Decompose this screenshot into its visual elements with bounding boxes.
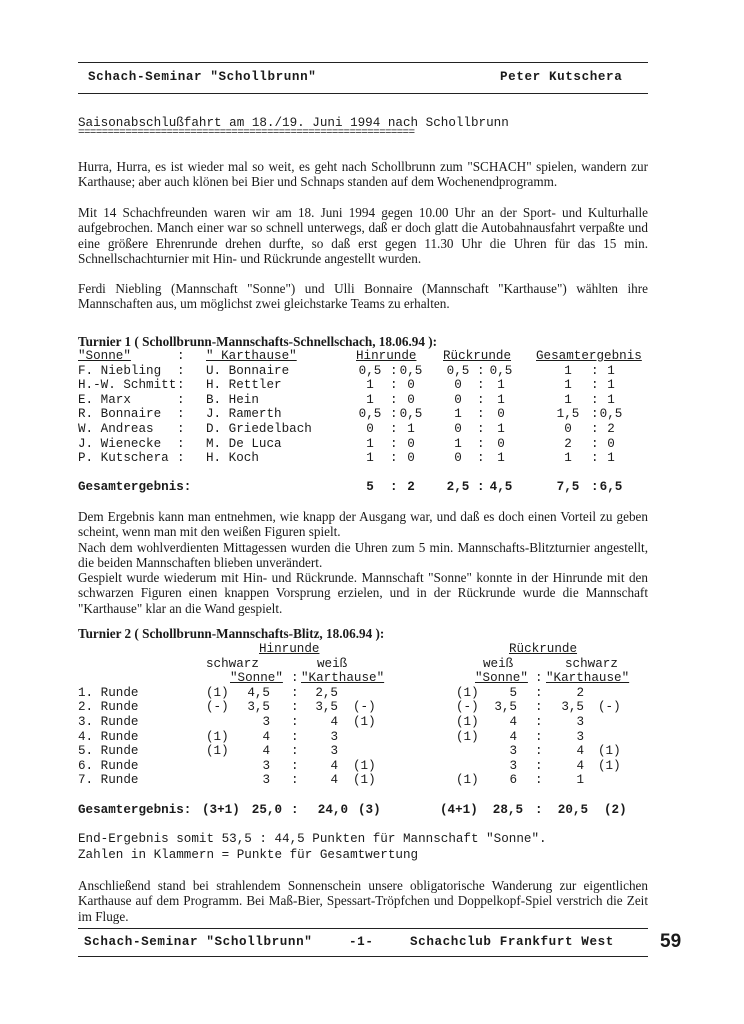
t2-rueck-sonne-score: 4 — [509, 729, 517, 744]
t2-hin-sep: : — [291, 758, 299, 773]
t1-player-karthause: H. Rettler — [206, 378, 282, 393]
t1-player-sonne: P. Kutschera — [78, 451, 169, 466]
t1-ges-sonne: 1 — [564, 451, 572, 466]
t2-total-hin-sonne-bonus: (3+1) — [202, 802, 240, 817]
end-result-note: Zahlen in Klammern = Punkte für Gesamtwertung — [78, 848, 419, 862]
t2-hin-sep: : — [291, 671, 299, 686]
t1-ges-sonne: 1 — [564, 378, 572, 393]
t2-rueck-karthause-score: 3 — [576, 714, 584, 729]
t1-ges-sep: : — [591, 363, 599, 378]
t2-rueck-sep: : — [535, 700, 543, 715]
t1-rueck-sep: : — [477, 363, 485, 378]
t2-rueck-sonne-score: 5 — [509, 685, 517, 700]
t2-hin-karthause-score: 4 — [330, 758, 338, 773]
t2-row — [78, 686, 648, 701]
t2-round-label: 1. Runde — [78, 685, 139, 700]
intro-paragraph-3: Ferdi Niebling (Mannschaft "Sonne") und Ulli Bonnaire (Mannschaft "Karthause") wählten ihre Mannschaften aus, um möglichst zwei gleichstarke Teams zu erhalten. — [78, 281, 648, 312]
t1-row — [78, 378, 648, 393]
t1-row — [78, 422, 648, 437]
t2-row — [78, 700, 648, 715]
t1-ges-sep: : — [591, 436, 599, 451]
t2-rueck-sonne-score: 4 — [509, 714, 517, 729]
t2-hin-karthause-score: 3,5 — [315, 700, 338, 715]
t2-rueck-sonne-bonus: (1) — [456, 685, 479, 700]
t2-hin-sonne-score: 4 — [262, 744, 270, 759]
t2-row — [78, 759, 648, 774]
t2-rueck-sep: : — [535, 773, 543, 788]
t2-color-header-row — [78, 657, 648, 672]
t1-row — [78, 364, 648, 379]
t1-hin-sonne: 1 — [366, 378, 374, 393]
t1-ges-sonne: 1 — [564, 392, 572, 407]
t1-ges-sonne: 1,5 — [556, 407, 580, 422]
t1-rueck-sep: : — [477, 407, 485, 422]
t2-rueck-sep: : — [535, 671, 543, 686]
page-title: Saisonabschlußfahrt am 18./19. Juni 1994 nach Schollbrunn — [78, 116, 509, 130]
t1-col-karthause: " Karthause" — [206, 349, 297, 363]
t1-player-karthause: U. Bonnaire — [206, 363, 290, 378]
t1-rueck-karthause: 1 — [497, 451, 505, 466]
end-result: End-Ergebnis somit 53,5 : 44,5 Punkten für Mannschaft "Sonne". — [78, 832, 547, 846]
t1-hin-sonne: 0,5 — [358, 407, 382, 422]
t1-rueck-karthause: 0,5 — [489, 363, 513, 378]
t2-rueck-karthause: "Karthause" — [546, 671, 630, 686]
t1-hin-sep: : — [390, 378, 398, 393]
t1-sep: : — [177, 363, 185, 378]
tournament-2-table — [78, 642, 648, 817]
t1-player-sonne: W. Andreas — [78, 421, 154, 436]
t2-rueck-sonne-bonus: (1) — [456, 714, 479, 729]
t2-rueck-karthause-score: 4 — [576, 744, 584, 759]
t2-hin-karthause-bonus: (1) — [353, 758, 376, 773]
t2-total-hin-karthause-score: 24,0 — [317, 802, 348, 817]
t1-rueck-sep: : — [477, 378, 485, 393]
t1-rueck-sonne: 0 — [454, 421, 462, 436]
t1-sep: : — [177, 451, 185, 466]
t1-player-karthause: H. Koch — [206, 451, 259, 466]
t2-rueck-sonne: "Sonne" — [475, 671, 528, 686]
header-right: Peter Kutschera — [500, 70, 623, 84]
t2-row — [78, 715, 648, 730]
t1-ges-sep: : — [591, 451, 599, 466]
t1-rueck-sep: : — [477, 451, 485, 466]
t2-rueck-karthause-score: 1 — [576, 773, 584, 788]
t2-total-rueck-sonne-bonus: (4+1) — [440, 802, 478, 817]
t1-rueck-sonne: 1 — [454, 436, 462, 451]
t2-rueck-karthause-bonus: (-) — [598, 700, 621, 715]
t1-player-karthause: D. Griedelbach — [206, 421, 312, 436]
t1-hin-sonne: 1 — [366, 392, 374, 407]
t1-player-karthause: B. Hein — [206, 392, 259, 407]
t2-rueck-sonne-bonus: (1) — [456, 729, 479, 744]
t1-hin-sep: : — [390, 436, 398, 451]
footer-left: Schach-Seminar "Schollbrunn" — [84, 935, 313, 949]
t2-hin-sep: : — [291, 685, 299, 700]
t2-hin-karthause-bonus: (1) — [353, 773, 376, 788]
t1-header-row — [78, 349, 648, 364]
t1-rueck-karthause: 1 — [497, 421, 505, 436]
t2-hin-sonne-bonus: (-) — [206, 700, 229, 715]
t1-rueck-sonne: 0,5 — [446, 363, 470, 378]
mid-paragraph-3: Gespielt wurde wiederum mit Hin- und Rückrunde. Mannschaft "Sonne" konnte in der Hinrunde mit den schwarzen Figuren einen knappen Vorsprung erzielen, und in der Rückrunde wurde die Mannschaft "Karthause" klar an die Wand gespielt. — [78, 570, 648, 616]
t1-player-karthause: J. Ramerth — [206, 407, 282, 422]
t1-total-rueck-karthause: 4,5 — [489, 480, 513, 495]
t1-hin-sonne: 0 — [366, 421, 374, 436]
t1-hin-karthause: 0 — [407, 436, 415, 451]
t1-rueck-sep: : — [477, 421, 485, 436]
t2-total-hin-sonne-score: 25,0 — [251, 802, 282, 817]
t1-ges-karthause: 1 — [607, 378, 615, 393]
t1-ges-karthause: 0,5 — [599, 407, 623, 422]
t1-rueck-karthause: 0 — [497, 407, 505, 422]
t1-col-sonne: "Sonne" — [78, 349, 131, 363]
t1-col-hinrunde: Hinrunde — [356, 349, 417, 363]
t1-ges-sep: : — [591, 407, 599, 422]
t2-row — [78, 773, 648, 788]
t2-hin-karthause-score: 4 — [330, 773, 338, 788]
t2-total-rueck-karthause-score: 20,5 — [557, 802, 588, 817]
t1-hin-sep: : — [390, 363, 398, 378]
t1-row — [78, 407, 648, 422]
t2-hin-sep: : — [291, 773, 299, 788]
t1-sep: : — [177, 421, 185, 436]
t2-rueck-schwarz: schwarz — [565, 656, 618, 671]
t1-player-karthause: M. De Luca — [206, 436, 282, 451]
t1-hin-sonne: 1 — [366, 436, 374, 451]
t1-total-rueck-sonne: 2,5 — [446, 480, 470, 495]
t2-spacer — [78, 788, 648, 803]
t1-hin-sep: : — [390, 407, 398, 422]
t1-sep: : — [177, 407, 185, 422]
t1-ges-sonne: 2 — [564, 436, 572, 451]
t1-rueck-sep: : — [477, 392, 485, 407]
t2-hin-sonne-score: 3 — [262, 714, 270, 729]
t2-hin-karthause-score: 3 — [330, 729, 338, 744]
t2-rueck-sonne-score: 3,5 — [494, 700, 517, 715]
t1-total-hin-sep: : — [390, 480, 398, 495]
t1-spacer — [78, 466, 648, 481]
t1-ges-karthause: 1 — [607, 392, 615, 407]
t1-sep: : — [177, 378, 185, 393]
t2-row — [78, 744, 648, 759]
t1-player-sonne: H.-W. Schmitt — [78, 378, 177, 393]
t1-hin-karthause: 0,5 — [399, 407, 423, 422]
t2-rueck-sep: : — [535, 685, 543, 700]
t2-rueck-sonne-bonus: (-) — [456, 700, 479, 715]
t1-player-sonne: J. Wienecke — [78, 436, 162, 451]
t1-player-sonne: F. Niebling — [78, 363, 162, 378]
t1-player-sonne: R. Bonnaire — [78, 407, 162, 422]
t2-rueck-sonne-score: 3 — [509, 744, 517, 759]
t2-hin-karthause-bonus: (1) — [353, 714, 376, 729]
t2-hin-sonne: "Sonne" — [230, 671, 283, 686]
t1-hin-karthause: 0 — [407, 451, 415, 466]
footer-top-rule — [78, 928, 648, 929]
t1-hin-sonne: 0,5 — [358, 363, 382, 378]
t1-col-gesamt: Gesamtergebnis — [536, 349, 642, 363]
intro-paragraph-2: Mit 14 Schachfreunden waren wir am 18. Juni 1994 gegen 10.00 Uhr an der Sport- und Kulturhalle aufgebrochen. Manch einer war so schnell unterwegs, daß er doch glatt die Autobahnausfahrt verpaßte und eine größere Ehrenrunde drehen durfte, so daß erst gegen 11.30 Uhr die Uhren für das 15 min. Schnellschachturnier mit Hin- und Rückrunde angestellt wurden. — [78, 205, 648, 267]
t2-row — [78, 730, 648, 745]
t1-sep: : — [177, 349, 185, 363]
t1-hin-sep: : — [390, 451, 398, 466]
t2-rueck-sonne-score: 6 — [509, 773, 517, 788]
t1-hin-karthause: 0 — [407, 378, 415, 393]
t1-total-row — [78, 480, 648, 495]
t2-round-label: 3. Runde — [78, 714, 139, 729]
t1-ges-karthause: 1 — [607, 451, 615, 466]
t1-hin-sep: : — [390, 392, 398, 407]
footer-right: Schachclub Frankfurt West — [410, 935, 614, 949]
t2-hin-sep: : — [291, 744, 299, 759]
t2-hin-sonne-score: 3,5 — [247, 700, 270, 715]
t2-rueck-karthause-score: 4 — [576, 758, 584, 773]
t2-round-header-row — [78, 642, 648, 657]
title-underline: ========================================================= — [78, 127, 415, 139]
t2-round-label: 2. Runde — [78, 700, 139, 715]
t2-hin-sonne-score: 4,5 — [247, 685, 270, 700]
t1-total-hin-karthause: 2 — [407, 480, 415, 495]
t2-hin-karthause-score: 3 — [330, 744, 338, 759]
footer-page-marker: -1- — [349, 935, 374, 949]
t2-hin-sonne-bonus: (1) — [206, 744, 229, 759]
t1-rueck-sonne: 0 — [454, 378, 462, 393]
t1-rueck-karthause: 1 — [497, 392, 505, 407]
t1-hin-karthause: 0 — [407, 392, 415, 407]
t2-hinrunde: Hinrunde — [259, 642, 320, 656]
footer-bottom-rule — [78, 956, 648, 957]
t2-total-rueck-sonne-score: 28,5 — [492, 802, 523, 817]
t2-rueck-sep: : — [535, 744, 543, 759]
t1-rueck-karthause: 0 — [497, 436, 505, 451]
t1-hin-karthause: 0,5 — [399, 363, 423, 378]
t2-total-label: Gesamtergebnis: — [78, 802, 192, 817]
t1-ges-sonne: 0 — [564, 421, 572, 436]
t2-hin-sep: : — [291, 714, 299, 729]
t2-rueck-karthause-score: 3,5 — [561, 700, 584, 715]
t1-col-rueckrunde: Rückrunde — [443, 349, 512, 363]
closing-paragraph: Anschließend stand bei strahlendem Sonnenschein unsere obligatorische Wanderung zur eigentlichen Karthause auf dem Programm. Bei Maß-Bier, Spessart-Tröpfchen und Doppelkopf-Spiel verstrich die Zeit im Fluge. — [78, 878, 648, 924]
t1-ges-sep: : — [591, 392, 599, 407]
t1-ges-sep: : — [591, 378, 599, 393]
t2-rueck-weiss: weiß — [483, 656, 514, 671]
t1-row — [78, 451, 648, 466]
t2-hin-karthause-score: 4 — [330, 714, 338, 729]
t1-total-hin-sonne: 5 — [366, 480, 374, 495]
header-left: Schach-Seminar "Schollbrunn" — [88, 70, 317, 84]
t2-hin-karthause-bonus: (-) — [353, 700, 376, 715]
t1-hin-sonne: 1 — [366, 451, 374, 466]
mid-paragraph-2: Nach dem wohlverdienten Mittagessen wurden die Uhren zum 5 min. Mannschafts-Blitzturnier angestellt, die beiden Mannschaften blieben unverändert. — [78, 540, 648, 571]
t2-rueck-karthause-score: 2 — [576, 685, 584, 700]
t2-hin-sep: : — [291, 729, 299, 744]
t1-total-ges-karthause: 6,5 — [599, 480, 623, 495]
t1-total-ges-sonne: 7,5 — [556, 480, 580, 495]
mid-paragraph-1: Dem Ergebnis kann man entnehmen, wie knapp der Ausgang war, und daß es doch einen Vorteil zu geben scheint, wenn man mit den weißen Figuren spielt. — [78, 509, 648, 540]
header-bottom-rule — [78, 93, 648, 94]
t2-round-label: 5. Runde — [78, 744, 139, 759]
t2-hin-karthause-score: 2,5 — [315, 685, 338, 700]
t2-total-hin-sep: : — [291, 802, 299, 817]
t2-total-hin-karthause-bonus: (3) — [358, 802, 381, 817]
t2-rueck-karthause-bonus: (1) — [598, 744, 621, 759]
t2-team-header-row — [78, 671, 648, 686]
t2-rueck-sonne-score: 3 — [509, 758, 517, 773]
tournament-1-title: Turnier 1 ( Schollbrunn-Mannschafts-Schnellschach, 18.06.94 ): — [78, 334, 438, 349]
t2-total-row — [78, 803, 648, 818]
t2-rueck-sonne-bonus: (1) — [456, 773, 479, 788]
t2-hin-sonne-bonus: (1) — [206, 685, 229, 700]
t1-ges-sep: : — [591, 421, 599, 436]
t1-row — [78, 393, 648, 408]
t1-ges-sonne: 1 — [564, 363, 572, 378]
t1-sep: : — [177, 392, 185, 407]
t2-hin-karthause: "Karthause" — [301, 671, 385, 686]
t1-rueck-karthause: 1 — [497, 378, 505, 393]
t1-player-sonne: E. Marx — [78, 392, 131, 407]
t2-hin-weiss: weiß — [317, 656, 348, 671]
t1-ges-karthause: 1 — [607, 363, 615, 378]
t2-round-label: 7. Runde — [78, 773, 139, 788]
t2-rueck-sep: : — [535, 729, 543, 744]
t1-total-label: Gesamtergebnis: — [78, 480, 192, 495]
header-top-rule — [78, 62, 648, 63]
t1-sep: : — [177, 436, 185, 451]
t2-total-rueck-sep: : — [535, 802, 543, 817]
t2-rueck-karthause-bonus: (1) — [598, 758, 621, 773]
t1-ges-karthause: 2 — [607, 421, 615, 436]
t1-ges-karthause: 0 — [607, 436, 615, 451]
t2-hin-sep: : — [291, 700, 299, 715]
t2-rueck-karthause-score: 3 — [576, 729, 584, 744]
t1-hin-karthause: 1 — [407, 421, 415, 436]
t2-hin-sonne-score: 3 — [262, 773, 270, 788]
t2-hin-schwarz: schwarz — [206, 656, 259, 671]
page-number: 59 — [660, 931, 682, 952]
tournament-1-table — [78, 349, 648, 495]
t2-rueck-sep: : — [535, 714, 543, 729]
t1-rueck-sonne: 0 — [454, 392, 462, 407]
t1-rueck-sonne: 0 — [454, 451, 462, 466]
t2-hin-sonne-bonus: (1) — [206, 729, 229, 744]
t2-round-label: 6. Runde — [78, 758, 139, 773]
t1-rueck-sonne: 1 — [454, 407, 462, 422]
t2-round-label: 4. Runde — [78, 729, 139, 744]
t1-total-rueck-sep: : — [477, 480, 485, 495]
t2-hin-sonne-score: 4 — [262, 729, 270, 744]
t1-row — [78, 437, 648, 452]
t1-rueck-sep: : — [477, 436, 485, 451]
t2-total-rueck-karthause-bonus: (2) — [604, 802, 627, 817]
t1-hin-sep: : — [390, 421, 398, 436]
tournament-2-title: Turnier 2 ( Schollbrunn-Mannschafts-Blitz, 18.06.94 ): — [78, 626, 385, 641]
intro-paragraph-1: Hurra, Hurra, es ist wieder mal so weit, es geht nach Schollbrunn zum "SCHACH" spielen, wandern zur Karthause; aber auch klönen bei Bier und Schnaps standen auf dem Wochenendprogramm. — [78, 159, 648, 190]
t2-rueckrunde: Rückrunde — [509, 642, 578, 656]
t1-total-ges-sep: : — [591, 480, 599, 495]
t2-hin-sonne-score: 3 — [262, 758, 270, 773]
t2-rueck-sep: : — [535, 758, 543, 773]
